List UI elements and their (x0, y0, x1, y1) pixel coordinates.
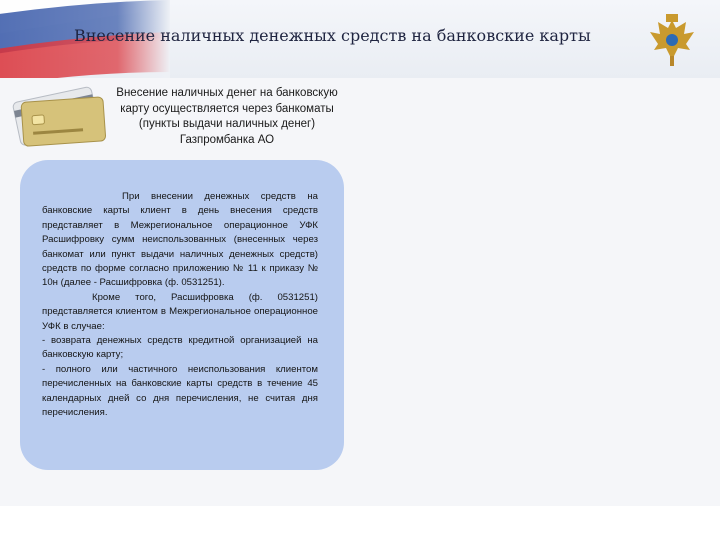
paragraph-3: - возврата денежных средств кредитной организацией на банковскую карту; (42, 335, 318, 361)
bottom-strip (0, 506, 720, 540)
header-banner (0, 0, 720, 78)
intro-text: Внесение наличных денег на банковскую карту осуществляется через банкоматы (пункты выдачи наличных денег) Газпромбанка АО (116, 87, 338, 146)
double-headed-eagle-icon (646, 12, 698, 68)
info-text (42, 190, 318, 421)
bank-cards-icon (2, 84, 112, 148)
paragraph-1: При внесении денежных средств на банковские карты клиент в день внесения средств представляет в Межрегиональное операционное УФК Расшифровку сумм неиспользованных (внесенных через банкомат или пункт выдачи наличных денежных средств) средств по форме согласно приложению № 11 к приказу № 10н (далее - Расшифровка (ф. 0531251). (42, 191, 318, 289)
paragraph-2: Кроме того, Расшифровка (ф. 0531251) представляется клиентом в Межрегиональное операционное УФК в случае: (42, 291, 318, 332)
page-title: Внесение наличных денежных средств на банковские карты (74, 26, 591, 45)
paragraph-4: - полного или частичного неиспользования клиентом перечисленных на банковские карты средств в течение 45 календарных дней со дня перечисления, не считая дня перечисления. (42, 363, 318, 419)
